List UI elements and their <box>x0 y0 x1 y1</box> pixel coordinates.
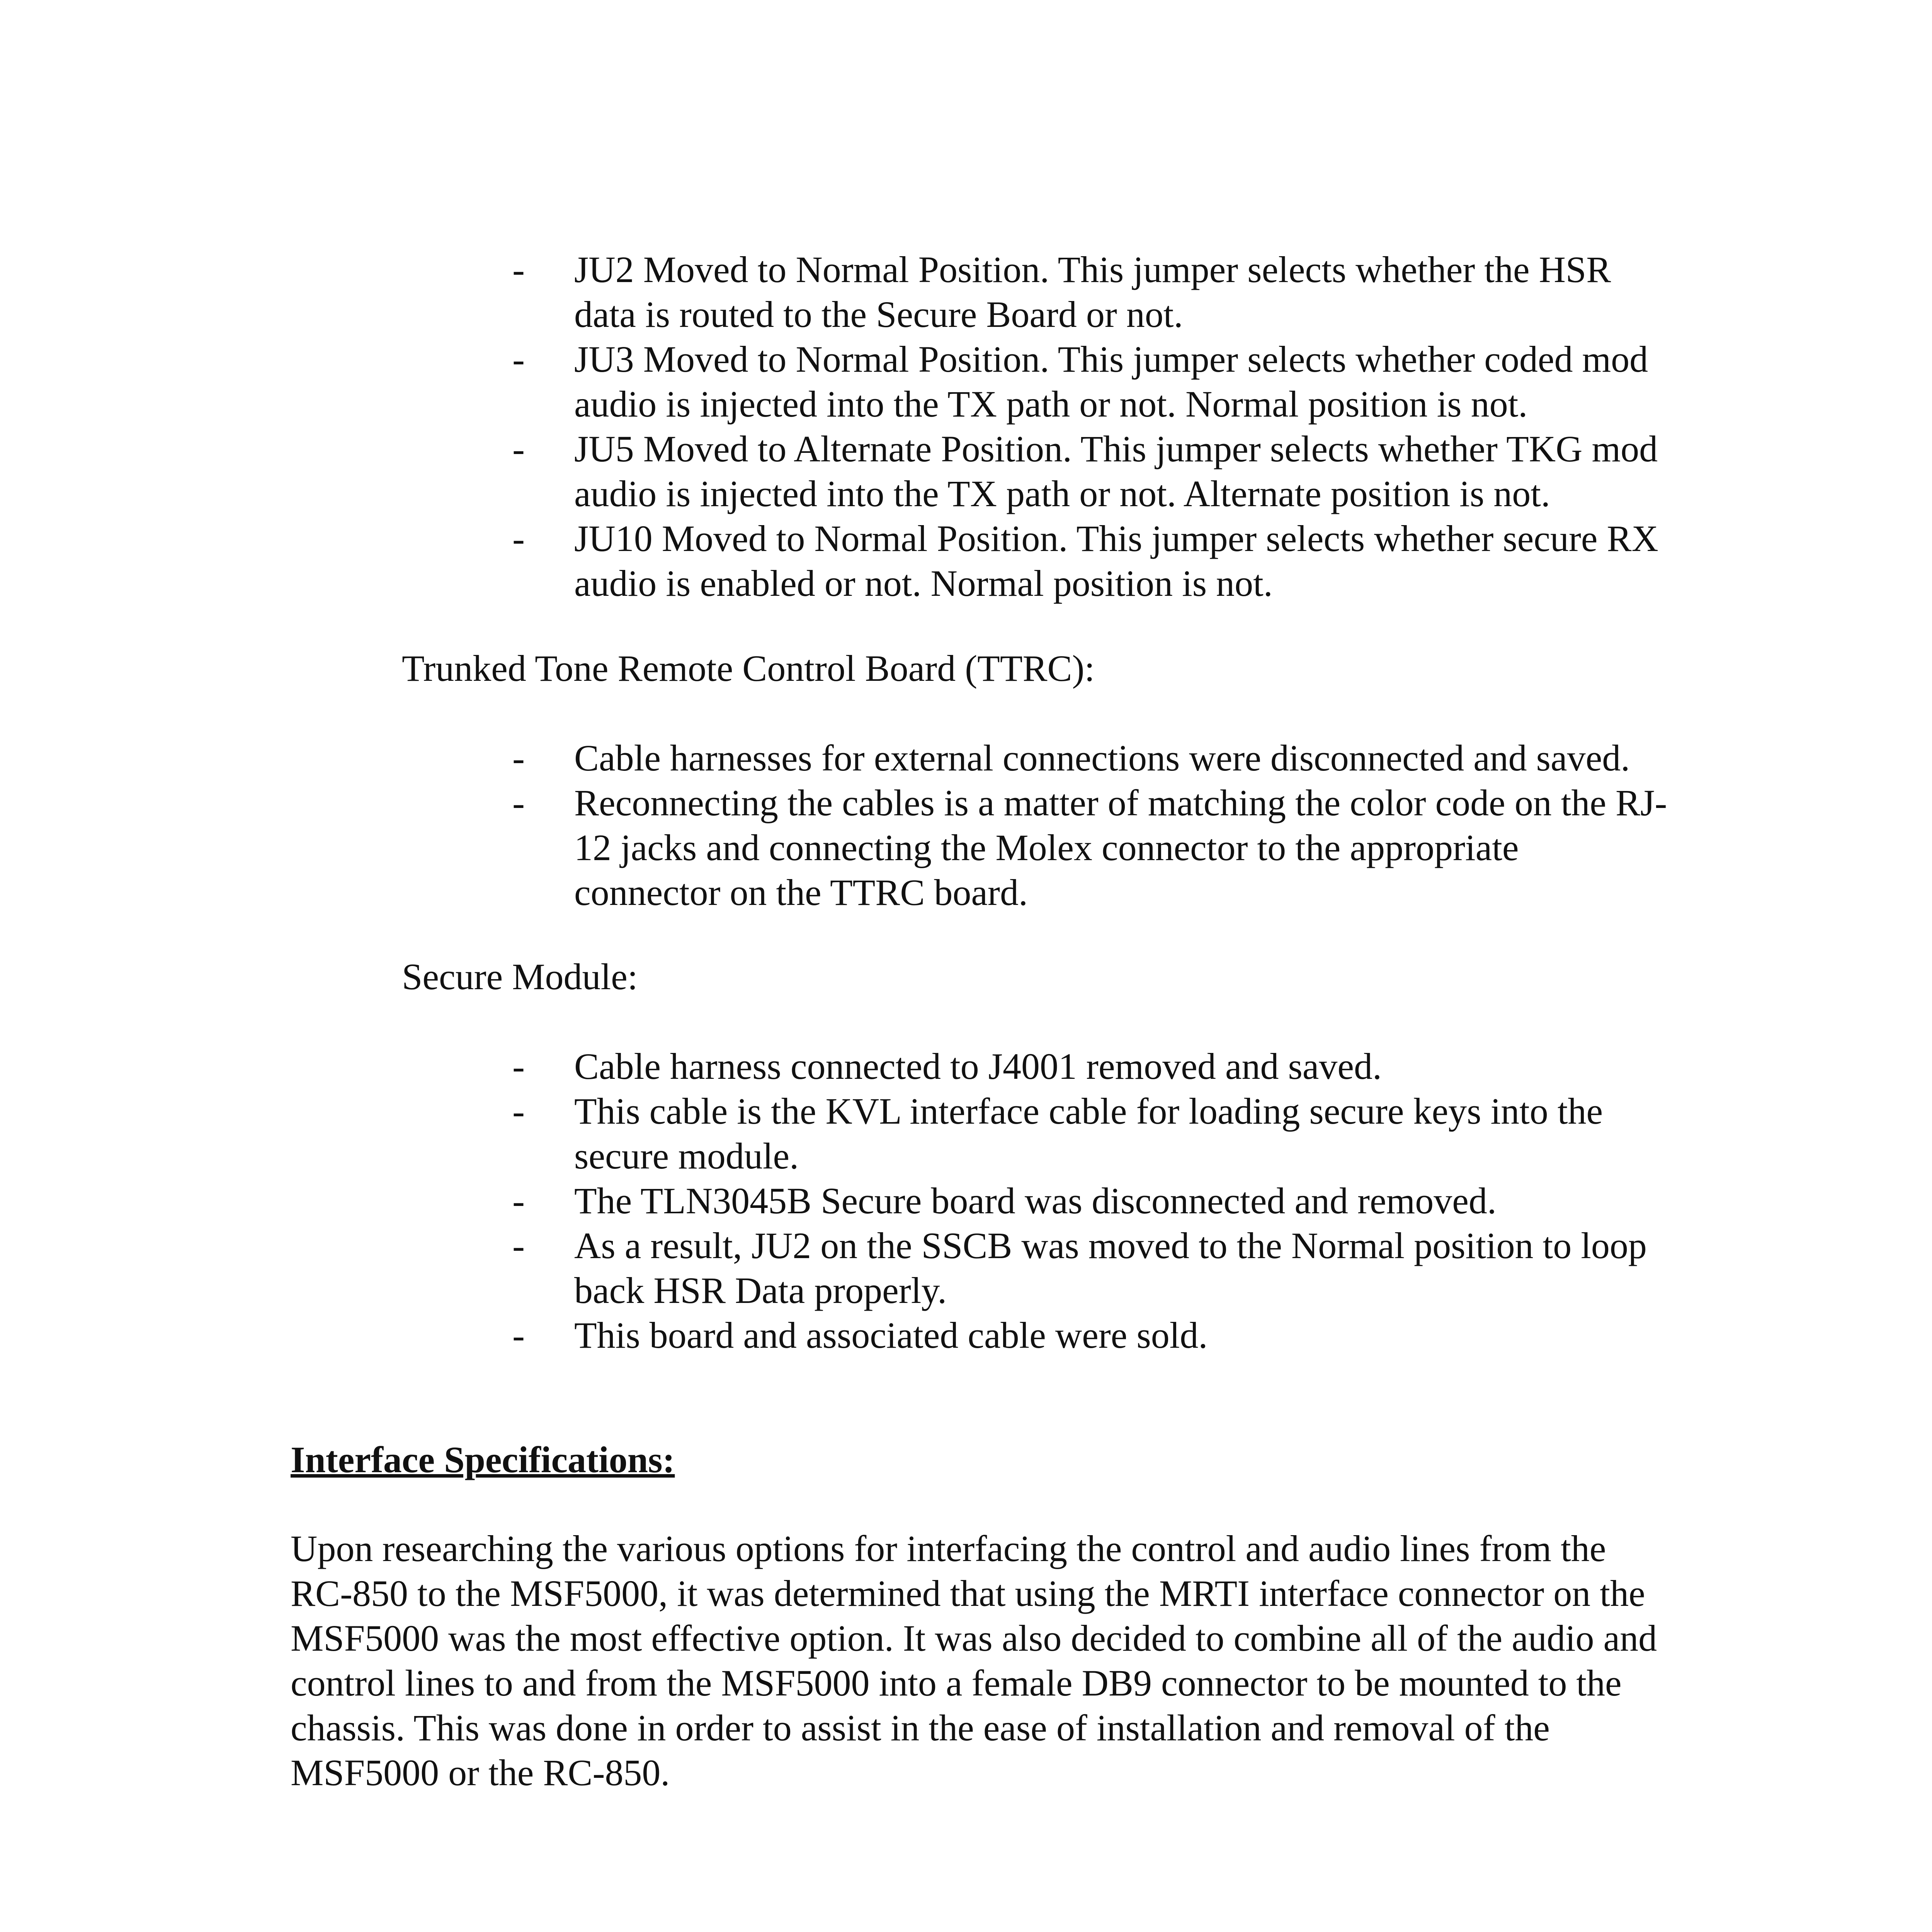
ttrc-list <box>512 736 1672 915</box>
secure-module-heading: Secure Module: <box>402 956 638 997</box>
jumper-list <box>512 247 1672 606</box>
dash-bullet: - <box>512 338 525 380</box>
dash-bullet: - <box>512 1315 525 1356</box>
dash-bullet: - <box>512 518 525 559</box>
list-item <box>512 1179 1672 1223</box>
list-item-text: JU10 Moved to Normal Position. This jumper selects whether secure RX audio is enabled or not. Normal position is not. <box>574 518 1658 604</box>
list-item-text: This board and associated cable were sold. <box>574 1315 1208 1356</box>
dash-bullet: - <box>512 1180 525 1221</box>
dash-bullet: - <box>512 249 525 290</box>
list-item <box>512 1089 1672 1179</box>
list-item <box>512 1313 1672 1358</box>
list-item-text: Cable harness connected to J4001 removed and saved. <box>574 1046 1382 1087</box>
dash-bullet: - <box>512 1046 525 1087</box>
list-item-text: Cable harnesses for external connections were disconnected and saved. <box>574 737 1630 779</box>
dash-bullet: - <box>512 782 525 823</box>
list-item-text: As a result, JU2 on the SSCB was moved to the Normal position to loop back HSR Data properly. <box>574 1225 1647 1311</box>
list-item <box>512 247 1672 337</box>
section-title: Interface Specifications: <box>291 1439 675 1480</box>
dash-bullet: - <box>512 428 525 469</box>
list-item <box>512 516 1672 606</box>
list-item-text: JU5 Moved to Alternate Position. This jumper selects whether TKG mod audio is injected into the TX path or not. Alternate position is not. <box>574 428 1658 514</box>
body-paragraph: Upon researching the various options for interfacing the control and audio lines from the RC-850 to the MSF5000, it was determined that using the MRTI interface connector on the MSF5000 was the most effective option. It was also decided to combine all of the audio and control lines to and from the MSF5000 into a female DB9 connector to be mounted to the chassis. This was done in order to assist in the ease of installation and removal of the MSF5000 or the RC-850. <box>291 1528 1657 1793</box>
list-item <box>512 337 1672 427</box>
list-item-text: The TLN3045B Secure board was disconnected and removed. <box>574 1180 1497 1221</box>
dash-bullet: - <box>512 737 525 779</box>
list-item-text: JU3 Moved to Normal Position. This jumper selects whether coded mod audio is injected into the TX path or not. Normal position is not. <box>574 338 1648 425</box>
list-item <box>512 736 1672 781</box>
dash-bullet: - <box>512 1090 525 1132</box>
list-item <box>512 427 1672 516</box>
list-item <box>512 1044 1672 1089</box>
ttrc-heading: Trunked Tone Remote Control Board (TTRC): <box>402 648 1095 689</box>
list-item <box>512 781 1672 915</box>
secure-module-list <box>512 1044 1672 1358</box>
list-item-text: JU2 Moved to Normal Position. This jumper selects whether the HSR data is routed to the Secure Board or not. <box>574 249 1611 335</box>
dash-bullet: - <box>512 1225 525 1266</box>
list-item <box>512 1223 1672 1313</box>
list-item-text: This cable is the KVL interface cable for loading secure keys into the secure module. <box>574 1090 1603 1177</box>
list-item-text: Reconnecting the cables is a matter of matching the color code on the RJ-12 jacks and connecting the Molex connector to the appropriate connector on the TTRC board. <box>574 782 1667 913</box>
